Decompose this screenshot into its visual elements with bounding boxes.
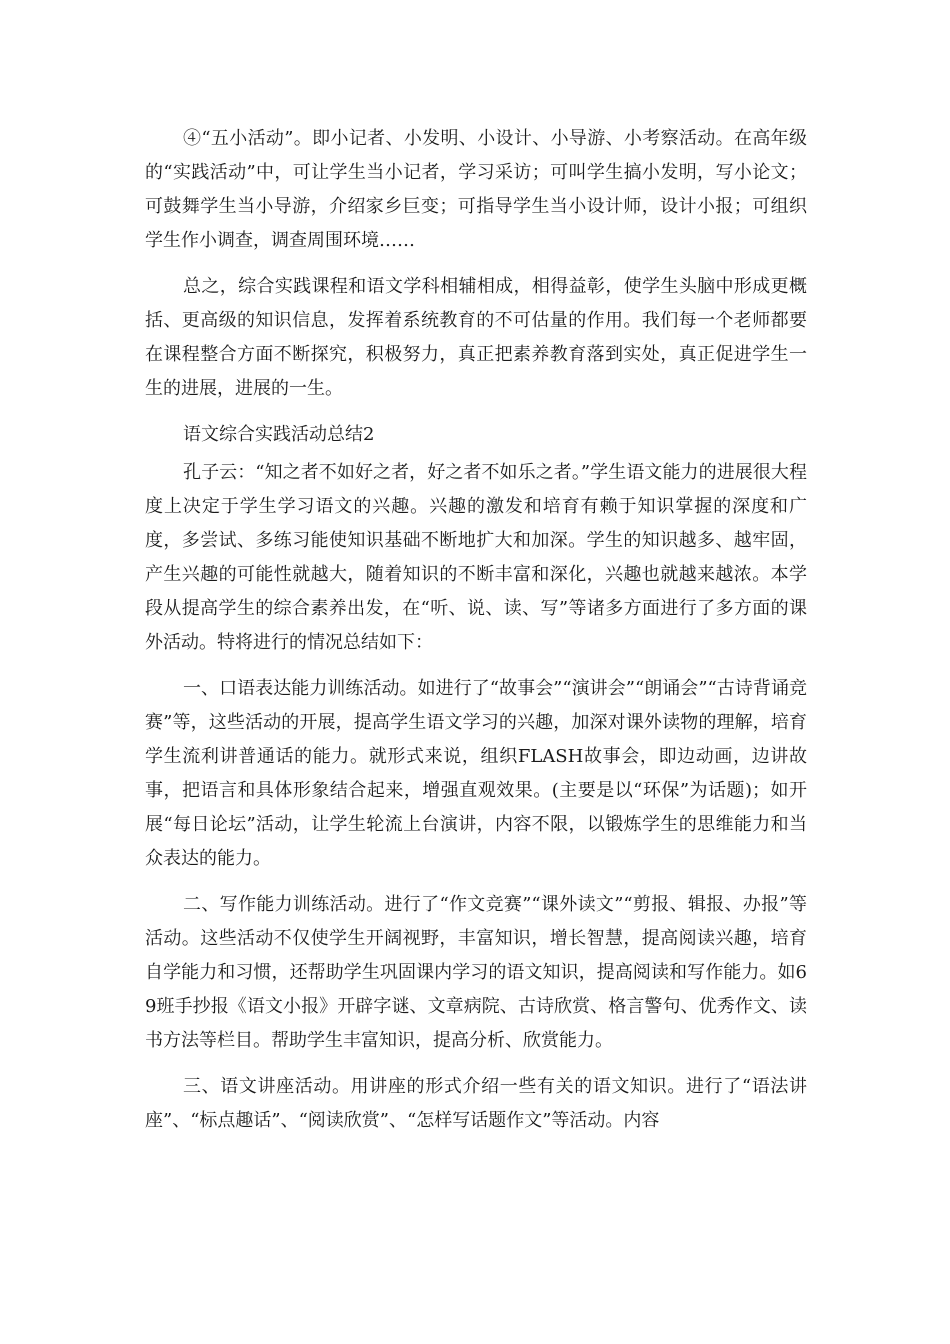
paragraph-five-small-activities: ④“五小活动”。即小记者、小发明、小设计、小导游、小考察活动。在高年级的“实践活动”中，可让学生当小记者，学习采访；可叫学生搞小发明，写小论文；可鼓舞学生当小导游，介绍家乡巨变；可指导学生当小设计师，设计小报；可组织学生作小调查，调查周围环境…… xyxy=(145,128,807,251)
paragraph-summary: 总之，综合实践课程和语文学科相辅相成，相得益彰，使学生头脑中形成更概括、更高级的知识信息，发挥着系统教育的不可估量的作用。我们每一个老师都要在课程整合方面不断探究，积极努力，真正把素养教育落到实处，真正促进学生一生的进展，进展的一生。 xyxy=(145,276,807,399)
paragraph-language-lectures: 三、语文讲座活动。用讲座的形式介绍一些有关的语文知识。进行了“语法讲座”、“标点趣话”、“阅读欣赏”、“怎样写话题作文”等活动。内容 xyxy=(145,1076,807,1131)
section-heading: 语文综合实践活动总结2 xyxy=(183,424,375,445)
document-page xyxy=(145,122,807,1150)
paragraph-confucius-quote: 孔子云：“知之者不如好之者，好之者不如乐之者。”学生语文能力的进展很大程度上决定于学生学习语文的兴趣。兴趣的激发和培育有赖于知识掌握的深度和广度，多尝试、多练习能使知识基础不断地扩大和加深。学生的知识越多、越牢固，产生兴趣的可能性就越大，随着知识的不断丰富和深化，兴趣也就越来越浓。本学段从提高学生的综合素养出发，在“听、说、读、写”等诸多方面进行了多方面的课外活动。特将进行的情况总结如下： xyxy=(145,462,807,653)
paragraph-oral-expression: 一、口语表达能力训练活动。如进行了“故事会”“演讲会”“朗诵会”“古诗背诵竞赛”等，这些活动的开展，提高学生语文学习的兴趣，加深对课外读物的理解，培育学生流利讲普通话的能力。就形式来说，组织FLASH故事会，即边动画，边讲故事，把语言和具体形象结合起来，增强直观效果。(主要是以“环保”为话题)；如开展“每日论坛”活动，让学生轮流上台演讲，内容不限，以锻炼学生的思维能力和当众表达的能力。 xyxy=(145,678,807,869)
paragraph-writing-ability: 二、写作能力训练活动。进行了“作文竞赛”“课外读文”“剪报、辑报、办报”等活动。这些活动不仅使学生开阔视野，丰富知识，增长智慧，提高阅读兴趣，培育自学能力和习惯，还帮助学生巩固课内学习的语文知识，提高阅读和写作能力。如69班手抄报《语文小报》开辟字谜、文章病院、古诗欣赏、格言警句、优秀作文、读书方法等栏目。帮助学生丰富知识，提高分析、欣赏能力。 xyxy=(145,894,807,1051)
